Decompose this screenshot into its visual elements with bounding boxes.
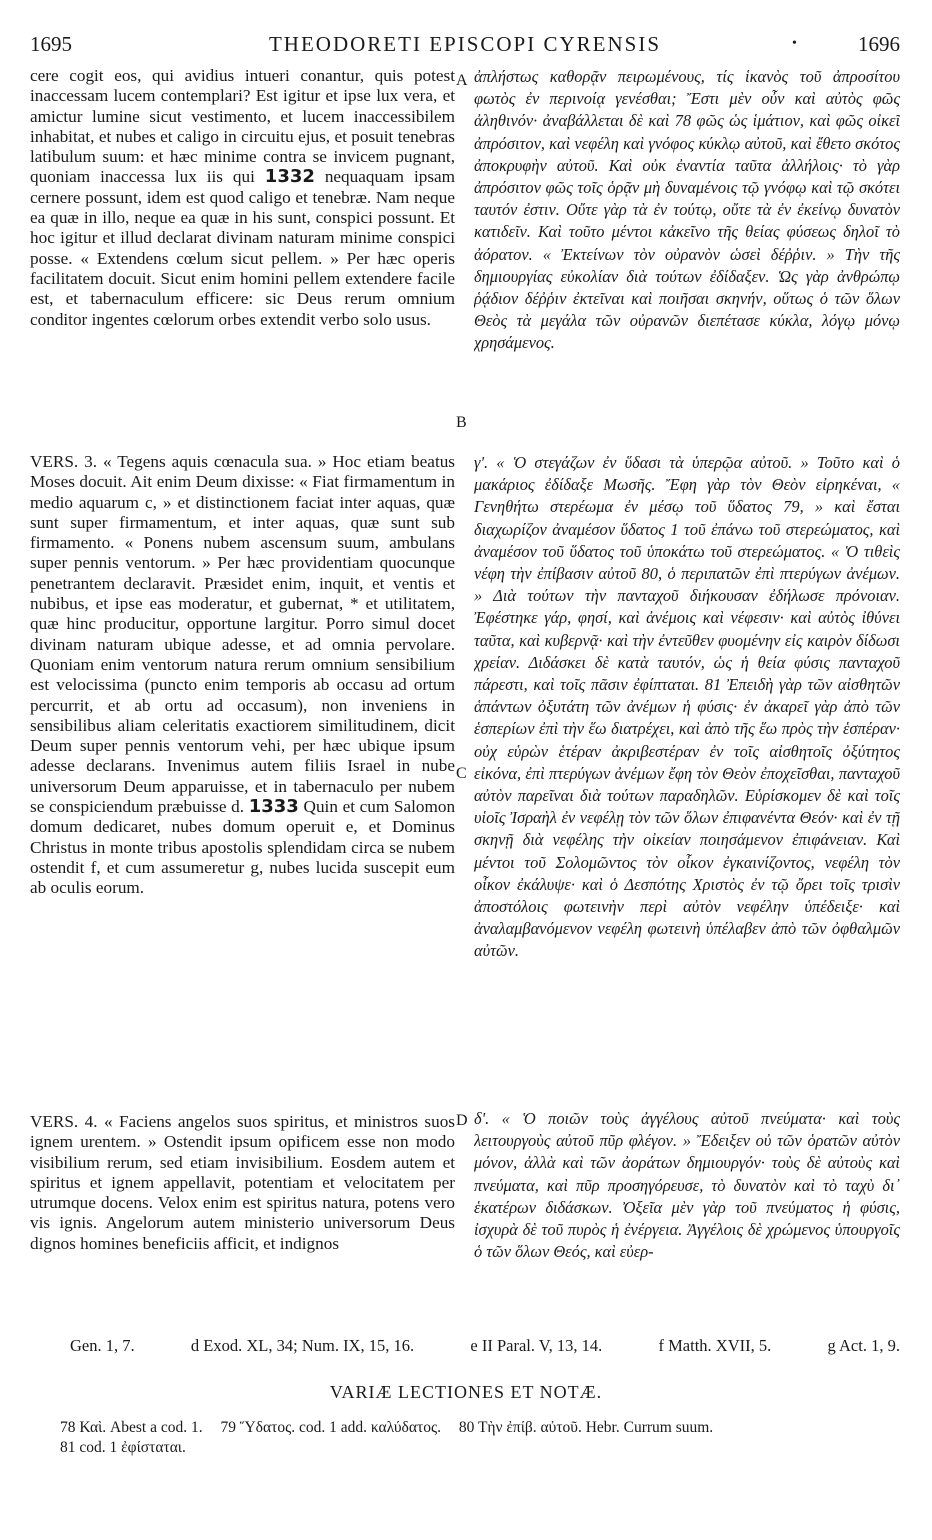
- footnote-ref: d Exod. XL, 34; Num. IX, 15, 16.: [190, 1336, 415, 1355]
- footnote-ref: e II Paral. V, 13, 14.: [470, 1336, 603, 1355]
- latin-text: VERS. 3. « Tegens aquis cœnacula sua. » Hoc etiam beatus Moses docuit. Ait enim Deum dixisse: « Fiat firmamentum in medio aquarum c, » et distinctionem faciat inter aquas, quæ sunt super firmamentum, et inter aquas, quæ sunt sub firmamento. « Ponens nubem ascensum suum, ambulans super pennis ventorum. » Per hæc providentiam quocunque penetrantem declaravit. Præsidet enim, inquit, et ventis et nubibus, et ipse eas moderatur, et gubernat, * et utilitatem, quæ hinc producitur, opportune largitur. Porro simul docet divinam naturam ubique adesse, et ad omnia pervolare. Quoniam enim ventorum natura rerum omnium sensibilium est velocissima (puncto enim temporis ab occasu ad ortum percurrit, et ab ortu ad occasum), non inveniens in sensibilibus aliam celeritatis exactiorem similitudinem, dicit Deum super pennis ventorum vehi, per hæc ubique ipsum adesse declarans. Invenimus autem filiis Israel in nube universorum Deum apparuisse, et in tabernaculo per nubem se conspiciendum præbuisse d.: [30, 452, 455, 817]
- variae-notes: [60, 1418, 900, 1458]
- footnote-ref: g Act. 1, 9.: [827, 1336, 900, 1355]
- margin-marker-d: D: [456, 1112, 468, 1129]
- variant-note: 81 cod. 1 ἐφίσταται.: [60, 1439, 186, 1456]
- variant-note: 78 Καὶ. Abest a cod. 1.: [60, 1419, 203, 1436]
- footnote-ref: Gen. 1, 7.: [70, 1336, 135, 1355]
- greek-paragraph: γʹ. « Ὁ στεγάζων ἐν ὕδασι τὰ ὑπερῷα αὐτοῦ. » Τοῦτο καὶ ὁ μακάριος ἐδίδαξε Μωσῆς. Ἔφη γὰρ τὸν Θεὸν εἰρηκέναι, « Γενηθήτω στερέωμα ἐν μέσῳ τοῦ ὕδατος 79, » καὶ ἔσται διαχωρίζον ἀναμέσον ὕδατος 1 τοῦ ἐπάνω τοῦ στερεώματος, καὶ ἀναμέσον τοῦ ὕδατος τοῦ ὑποκάτω τοῦ στερεώματος. « Ὁ τιθεὶς νέφη τὴν ἐπίβασιν αὐτοῦ 80, ὁ περιπατῶν ἐπὶ πτερύγων ἀνέμων. » Διὰ τούτων τὴν πανταχοῦ διήκουσαν ἐδήλωσε πρόνοιαν. Ἐφέστηκε γάρ, φησί, καὶ ἀνέμοις καὶ νέφεσιν· καὶ αὐτὸς ἰθύνει ταῦτα, καὶ κυβερνᾷ· καὶ τὴν ἐντεῦθεν φυομένην εἰς καιρὸν δίδωσι χρείαν. Διδάσκει δὲ κατὰ ταυτόν, ὡς ἡ θεία φύσις πανταχοῦ πάρεστι, καὶ τοῖς πᾶσιν ἐφίπταται. 81 Ἐπειδὴ γὰρ τῶν αἰσθητῶν ἁπάντων ὀξυτάτη τῶν ἀνέμων ἡ φύσις· ἐν ἀκαρεῖ γὰρ ἀπὸ τῶν ἑσπερίων ἐπὶ τὴν ἕω διατρέχει, καὶ ἀπὸ τῆς ἕω πρὸς τὴν ἑσπέραν· οὐχ εὑρὼν ἑτέραν ἀκριβεστέραν ἐν τοῖς αἰσθητοῖς ὀξύτητος εἰκόνα, ἐπὶ πτερύγων ἀνέμων ἔφη τὸν Θεὸν ἐποχεῖσθαι, πανταχοῦ αὐτὸν παρεῖναι διὰ τούτων παραδηλῶν. Εὑρίσκομεν δὲ καὶ τοῖς υἱοῖς Ἰσραὴλ ἐν νεφέλῃ τὸν τῶν ὅλων ἐπιφανέντα Θεόν· καὶ ἐν τῇ σκηνῇ διὰ νεφέλης τὴν οἰκείαν ποιησάμενον ἐπιφάνειαν. Καὶ μέντοι τοῦ Σολομῶντος τὸν οἶκον ἐγκαινίζοντος, νεφέλη τὸν οἶκον ἐκάλυψε· καὶ ὁ Δεσπότης Χριστὸς ἐν τῷ ὄρει τοῖς τρισὶν ἀποστόλοις φωτεινὴν περὶ αὐτὸν νεφέλην ὑπέδειξε· καὶ ἀναλαμβανόμενον νεφέλη φωτεινὴ ὑπέλαβεν ἀπὸ τῶν ὀφθαλμῶν αὐτῶν.: [474, 453, 900, 961]
- latin-column-section-1: [30, 66, 455, 441]
- footnote-references: [70, 1336, 900, 1356]
- latin-paragraph: [30, 66, 455, 330]
- page-header: [30, 32, 900, 62]
- variant-note: 80 Τὴν ἐπίβ. αὐτοῦ. Hebr. Currum suum.: [458, 1419, 714, 1436]
- greek-column-section-2: [474, 452, 900, 1102]
- footnote-ref: f Matth. XVII, 5.: [658, 1336, 772, 1355]
- latin-text: Quin et cum Salomon domum dedicaret, nubes domum operuit e, et Dominus Christus in monte tribus apostolis splendidam circa se nubem ostendit f, et cum assumeretur g, nubes lucida suscepit eum ab oculis eorum.: [30, 797, 455, 898]
- variae-lectiones-title: VARIÆ LECTIONES ET NOTÆ.: [329, 1382, 603, 1402]
- latin-paragraph: VERS. 4. « Faciens angelos suos spiritus, et ministros suos ignem urentem. » Ostendit ipsum opificem esse non modo visibilium rerum, sed etiam invisibilium. Eosdem autem et spiritus et ignem appellavit, potentiam et velocitatem per utrumque docens. Velox enim est spiritus natura, potens vero vis ignis. Angelorum autem ministerio universorum Deus dignos homines beneficiis afficit, et indignos: [30, 1112, 455, 1253]
- latin-column-section-2: [30, 452, 455, 1030]
- greek-paragraph: δʹ. « Ὁ ποιῶν τοὺς ἀγγέλους αὐτοῦ πνεύματα· καὶ τοὺς λειτουργοὺς αὐτοῦ πῦρ φλέγον. » Ἔδειξεν οὐ τῶν ὁρατῶν αὐτὸν μόνον, ἀλλὰ καὶ τῶν ἀοράτων δημιουργόν· τοὺς δὲ αὐτοὺς καὶ πνεύματα, καὶ πῦρ προσηγόρευσε, τὸ δυνατὸν καὶ τὸ ταχὺ δι᾽ ἑκατέρων διδάσκων. Ὀξεῖα μὲν γὰρ τοῦ πνεύματος ἡ φύσις, ἰσχυρὰ δὲ τοῦ πυρὸς ἡ ἐνέργεια. Ἀγγέλοις δὲ χρώμενος ὑπουργοῖς ὁ τῶν ὅλων Θεός, καὶ εὐερ-: [474, 1109, 900, 1262]
- latin-paragraph: [30, 452, 455, 899]
- running-title: THEODORETI EPISCOPI CYRENSIS: [268, 32, 662, 56]
- page-number-right: 1696: [858, 32, 900, 56]
- page-number-left: 1695: [30, 32, 72, 56]
- greek-column-section-3: [474, 1108, 900, 1314]
- latin-text: cere cogit eos, qui avidius intueri conantur, quis potest inaccessam lucem contemplari? Est igitur et ipse lux vera, et amictur lumine sicut vestimento, et lucem inaccessibilem inhabitat, et nubes et caligo in circuitu ejus, et posuit tenebras latibulum suum: et hæc minime contra se invicem pugnant, quoniam inaccessa lux iis qui: [30, 66, 455, 187]
- margin-marker-c: C: [456, 765, 467, 782]
- latin-column-section-3: [30, 1112, 455, 1312]
- margin-marker-b: B: [456, 414, 467, 431]
- column-number: 1333: [248, 796, 299, 818]
- greek-column-section-1: [474, 66, 900, 402]
- margin-marker-a: A: [456, 72, 468, 89]
- latin-text: nequaquam ipsam cernere possunt, idem est quod caligo et tenebræ. Nam neque ea quæ in illo, neque ea quæ in his sunt, conspici possunt. Et hoc igitur et illud declarat divinam naturam minime conspici posse. « Extendens cœlum sicut pellem. » Per hæc operis facilitatem docuit. Sicut enim homini pellem extendere facile est, et tabernaculum efficere: sic Deus rerum omnium conditor ingentes cœlorum orbes extendit verbo solo usus.: [30, 167, 455, 329]
- column-number: 1332: [264, 166, 315, 188]
- greek-paragraph: ἀπλήστως καθορᾷν πειρωμένους, τίς ἱκανὸς τοῦ ἀπροσίτου φωτὸς ἐν περινοίᾳ γενέσθαι; Ἔστι μὲν οὖν καὶ αὐτὸς φῶς ἀληθινόν· ἀναβάλλεται δὲ καὶ 78 φῶς ὡς ἱμάτιον, καὶ φῶς οἰκεῖ ἀπρόσιτον, καὶ νεφέλη καὶ γνόφος κύκλῳ αὐτοῦ, καὶ ἔθετο σκότος ἀποκρυφὴν αὐτοῦ. Καὶ οὐκ ἐναντία ταῦτα ἀλλήλοις· τὸ γὰρ ἀπρόσιτον φῶς τοῖς ὁρᾷν μὴ δυναμένοις τῷ γνόφῳ καὶ τῷ σκότει ταυτόν ἐστιν. Οὔτε γὰρ τὰ ἐν τούτῳ, οὔτε τὰ ἐν ἐκείνῳ δυνατὸν κατιδεῖν. Καὶ τοῦτο μέντοι κἀκεῖνο τῆς θείας φύσεως δηλοῖ τὸ ἀόρατον. « Ἐκτείνων τὸν οὐρανὸν ὡσεὶ δέῤῥιν. » Τὴν τῆς δημιουργίας εὐκολίαν διὰ τούτων ἐδίδαξεν. Ὡς γὰρ ἀνθρώπῳ ῥᾴδιον δέῤῥιν ἐκτεῖναι καὶ ποιῆσαι σκηνήν, οὕτως ὁ τῶν ὅλων Θεὸς τὰ μεγάλα τῶν οὐρανῶν διεπέτασε κύκλα, λόγῳ μόνῳ χρησάμενος.: [474, 67, 900, 353]
- variant-note: 79 Ὕδατος. cod. 1 add. καλύδατος.: [220, 1419, 441, 1436]
- header-dot: •: [792, 36, 797, 51]
